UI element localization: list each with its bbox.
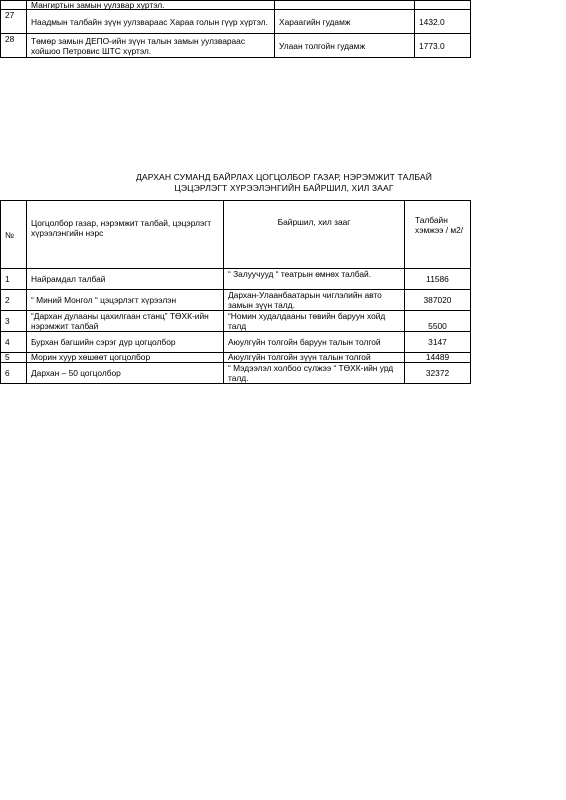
road-length: 1432.0 bbox=[415, 10, 471, 34]
heading-line-2: ЦЭЦЭРЛЭГТ ХҮРЭЭЛЭНГИЙН БАЙРШИЛ, ХИЛ ЗААГ bbox=[174, 183, 394, 193]
complex-name: Бурхан багшийн сэрэг дүр цогцолбор bbox=[27, 332, 224, 353]
complex-area: 32372 bbox=[405, 363, 471, 384]
table-row bbox=[1, 311, 471, 332]
complex-name: Морин хуур хөшөөт цогцолбор bbox=[27, 353, 224, 363]
road-length bbox=[415, 1, 471, 10]
complex-name: “Дархан дулааны цахилгаан станц” ТӨХК-ийн нэрэмжит талбай bbox=[27, 311, 224, 332]
street-name: Хараагийн гудамж bbox=[275, 10, 415, 34]
table-row bbox=[1, 1, 471, 10]
header-location: Байршил, хил зааг bbox=[224, 201, 405, 269]
row-number bbox=[1, 1, 27, 10]
row-number: 5 bbox=[1, 353, 27, 363]
header-area: Талбайн хэмжээ / м2/ bbox=[405, 201, 471, 269]
complex-location: “ Мэдээлэл холбоо сүлжээ “ ТӨХК-ийн урд талд. bbox=[224, 363, 405, 384]
road-description: Мангиртын замын уулзвар хүртэл. bbox=[27, 1, 275, 10]
table-row bbox=[1, 363, 471, 384]
heading-line-1: ДАРХАН СУМАНД БАЙРЛАХ ЦОГЦОЛБОР ГАЗАР, НЭРЭМЖИТ ТАЛБАЙ bbox=[136, 172, 432, 182]
complex-location: “Номин худалдааны төвийн баруун хойд талд bbox=[224, 311, 405, 332]
street-name: Улаан толгойн гудамж bbox=[275, 34, 415, 58]
row-number: 4 bbox=[1, 332, 27, 353]
roads-table bbox=[0, 0, 471, 58]
road-description: Төмөр замын ДЕПО-ийн зүүн талын замын уулзвараас хойшоо Петровис ШТС хүртэл. bbox=[27, 34, 275, 58]
section-heading bbox=[112, 172, 456, 194]
complex-area: 14489 bbox=[405, 353, 471, 363]
table-header-row bbox=[1, 201, 471, 269]
complex-location: Аюулгүйн толгойн баруун талын толгой bbox=[224, 332, 405, 353]
complex-area: 3147 bbox=[405, 332, 471, 353]
table-row bbox=[1, 34, 471, 58]
row-number: 1 bbox=[1, 269, 27, 290]
table-row bbox=[1, 353, 471, 363]
complex-area: 5500 bbox=[405, 311, 471, 332]
complex-area: 11586 bbox=[405, 269, 471, 290]
header-number: № bbox=[1, 201, 27, 269]
road-description: Наадмын талбайн зүүн уулзвараас Хараа голын гүүр хүртэл. bbox=[27, 10, 275, 34]
complexes-table bbox=[0, 200, 471, 384]
complex-name: Найрамдал талбай bbox=[27, 269, 224, 290]
complex-name: Дархан – 50 цогцолбор bbox=[27, 363, 224, 384]
header-name: Цогцолбор газар, нэрэмжит талбай, цэцэрлэгт хүрээлэнгийн нэрс bbox=[27, 201, 224, 269]
row-number: 3 bbox=[1, 311, 27, 332]
row-number: 28 bbox=[1, 34, 27, 58]
table-row bbox=[1, 290, 471, 311]
complex-location: Дархан-Улаанбаатарын чиглэлийн авто замын зүүн талд. bbox=[224, 290, 405, 311]
table-row bbox=[1, 269, 471, 290]
road-length: 1773.0 bbox=[415, 34, 471, 58]
row-number: 6 bbox=[1, 363, 27, 384]
table-row bbox=[1, 10, 471, 34]
complex-location: “ Залуучууд “ театрын өмнөх талбай. bbox=[224, 269, 405, 290]
complex-name: “ Миний Монгол “ цэцэрлэгт хүрээлэн bbox=[27, 290, 224, 311]
street-name bbox=[275, 1, 415, 10]
complex-location: Аюулгүйн толгойн зүүн талын толгой bbox=[224, 353, 405, 363]
complex-area: 387020 bbox=[405, 290, 471, 311]
row-number: 2 bbox=[1, 290, 27, 311]
table-row bbox=[1, 332, 471, 353]
row-number: 27 bbox=[1, 10, 27, 34]
